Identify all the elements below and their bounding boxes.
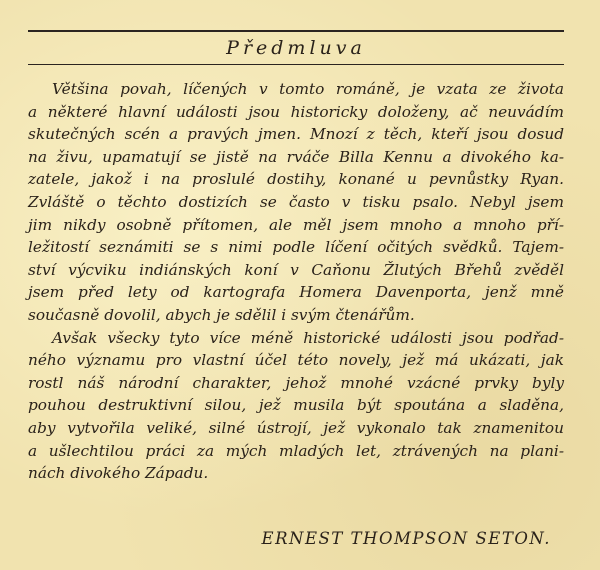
text-line: rostl náš národní charakter, jehož mnohé vzácné prvky byly xyxy=(28,373,564,392)
author-signature: ERNEST THOMPSON SETON. xyxy=(261,529,551,548)
text-line: Avšak všecky tyto více méně historické události jsou podřad- xyxy=(52,328,564,347)
heading-rule xyxy=(28,64,564,65)
text-line: a některé hlavní události jsou historicky doloženy, ač neuvádím xyxy=(28,102,564,121)
text-line: pouhou destruktivní silou, jež musila být spoutána a sladěna, xyxy=(28,396,564,415)
text-line: na živu, upamatují se jistě na rváče Billa Kennu a divokého ka- xyxy=(28,147,564,166)
text-line: zatele, jakož i na proslulé dostihy, konané u pevnůstky Ryan. xyxy=(28,170,564,189)
text-line: současně dovolil, abych je sdělil i svým čtenářům. xyxy=(28,305,415,324)
text-line: jim nikdy osobně přítomen, ale měl jsem mnoho a mnoho pří- xyxy=(28,215,564,234)
top-rule xyxy=(28,30,564,32)
preface-text xyxy=(28,78,564,485)
text-line: ství výcviku indiánských koní v Caňonu Žlutých Břehů zvěděl xyxy=(28,260,564,279)
text-line: Většina povah, líčených v tomto románě, je vzata ze života xyxy=(52,80,564,98)
page-heading: Předmluva xyxy=(226,37,366,59)
text-line: jsem před lety od kartografa Homera Davenporta, jenž mně xyxy=(28,283,564,302)
text-line: Zvláště o těchto dostizích se často v tisku psalo. Nebyl jsem xyxy=(28,192,564,211)
text-line: nách divokého Západu. xyxy=(28,464,209,483)
text-line: a ušlechtilou práci za mých mladých let, ztrávených na plani- xyxy=(28,441,564,460)
text-line: ného významu pro vlastní účel této novely, jež má ukázati, jak xyxy=(28,351,564,370)
text-line: aby vytvořila veliké, silné ústrojí, jež vykonalo tak znamenitou xyxy=(28,418,564,437)
text-line: skutečných scén a pravých jmen. Mnozí z těch, kteří jsou dosud xyxy=(28,125,564,144)
text-line: ležitostí seznámiti se s nimi podle líčení očitých svědků. Tajem- xyxy=(28,238,564,257)
